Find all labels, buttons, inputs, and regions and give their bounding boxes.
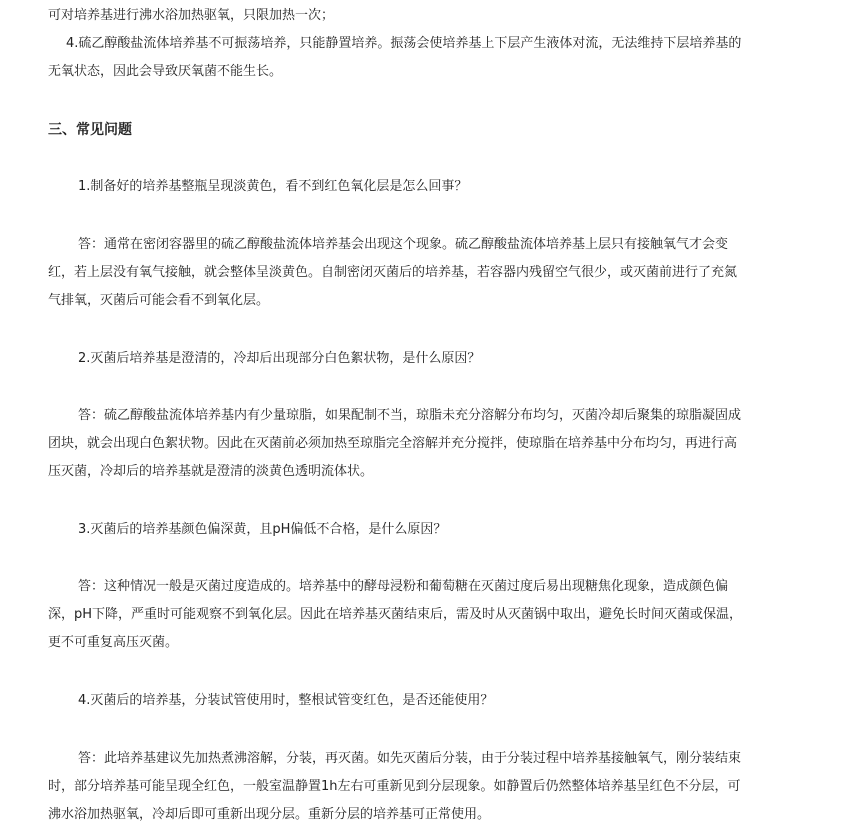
faq-answer-1-line-3: 气排氧，灭菌后可能会看不到氧化层。	[48, 293, 270, 308]
faq-answer-2-line-1: 答：硫乙醇酸盐流体培养基内有少量琼脂，如果配制不当，琼脂未充分溶解分布均匀，灭菌冷却后聚集的琼脂凝固成	[78, 408, 742, 423]
faq-question-4: 4.灭菌后的培养基，分装试管使用时，整根试管变红色，是否还能使用？	[78, 693, 494, 708]
faq-answer-4-line-1: 答：此培养基建议先加热煮沸溶解，分装，再灭菌。如先灭菌后分装，由于分装过程中培养基接触氧气，刚分装结束	[78, 751, 742, 766]
faq-answer-3-line-2: 深，pH下降，严重时可能观察不到氧化层。因此在培养基灭菌结束后，需及时从灭菌锅中取出，避免长时间灭菌或保温，	[48, 607, 743, 622]
intro-line-2: 4.硫乙醇酸盐流体培养基不可振荡培养，只能静置培养。振荡会使培养基上下层产生液体对流，无法维持下层培养基的	[66, 36, 742, 51]
faq-answer-4-line-2: 时，部分培养基可能呈现全红色，一般室温静置1h左右可重新见到分层现象。如静置后仍然整体培养基呈红色不分层，可	[48, 779, 741, 794]
faq-answer-1-line-2: 红，若上层没有氧气接触，就会整体呈淡黄色。自制密闭灭菌后的培养基，若容器内残留空气很少，或灭菌前进行了充氮	[48, 265, 738, 280]
faq-answer-3-line-3: 更不可重复高压灭菌。	[48, 635, 179, 650]
faq-answer-3-line-1: 答：这种情况一般是灭菌过度造成的。培养基中的酵母浸粉和葡萄糖在灭菌过度后易出现糖焦化现象，造成颜色偏	[78, 579, 729, 594]
intro-line-3: 无氧状态，因此会导致厌氧菌不能生长。	[48, 64, 283, 79]
faq-answer-4-line-3: 沸水浴加热驱氧，冷却后即可重新出现分层。重新分层的培养基可正常使用。	[48, 807, 491, 822]
faq-question-3: 3.灭菌后的培养基颜色偏深黄，且pH偏低不合格，是什么原因？	[78, 522, 447, 537]
faq-answer-2-line-2: 团块，就会出现白色絮状物。因此在灭菌前必须加热至琼脂完全溶解并充分搅拌，使琼脂在培养基中分布均匀，再进行高	[48, 436, 738, 451]
faq-question-1: 1.制备好的培养基整瓶呈现淡黄色，看不到红色氧化层是怎么回事？	[78, 179, 468, 194]
faq-answer-1-line-1: 答：通常在密闭容器里的硫乙醇酸盐流体培养基会出现这个现象。硫乙醇酸盐流体培养基上层只有接触氧气才会变	[78, 237, 729, 252]
section-title: 三、常见问题	[48, 122, 132, 138]
faq-question-2: 2.灭菌后培养基是澄清的，冷却后出现部分白色絮状物，是什么原因？	[78, 351, 481, 366]
faq-answer-2-line-3: 压灭菌，冷却后的培养基就是澄清的淡黄色透明流体状。	[48, 464, 374, 479]
intro-line-1: 可对培养基进行沸水浴加热驱氧，只限加热一次；	[48, 8, 335, 23]
